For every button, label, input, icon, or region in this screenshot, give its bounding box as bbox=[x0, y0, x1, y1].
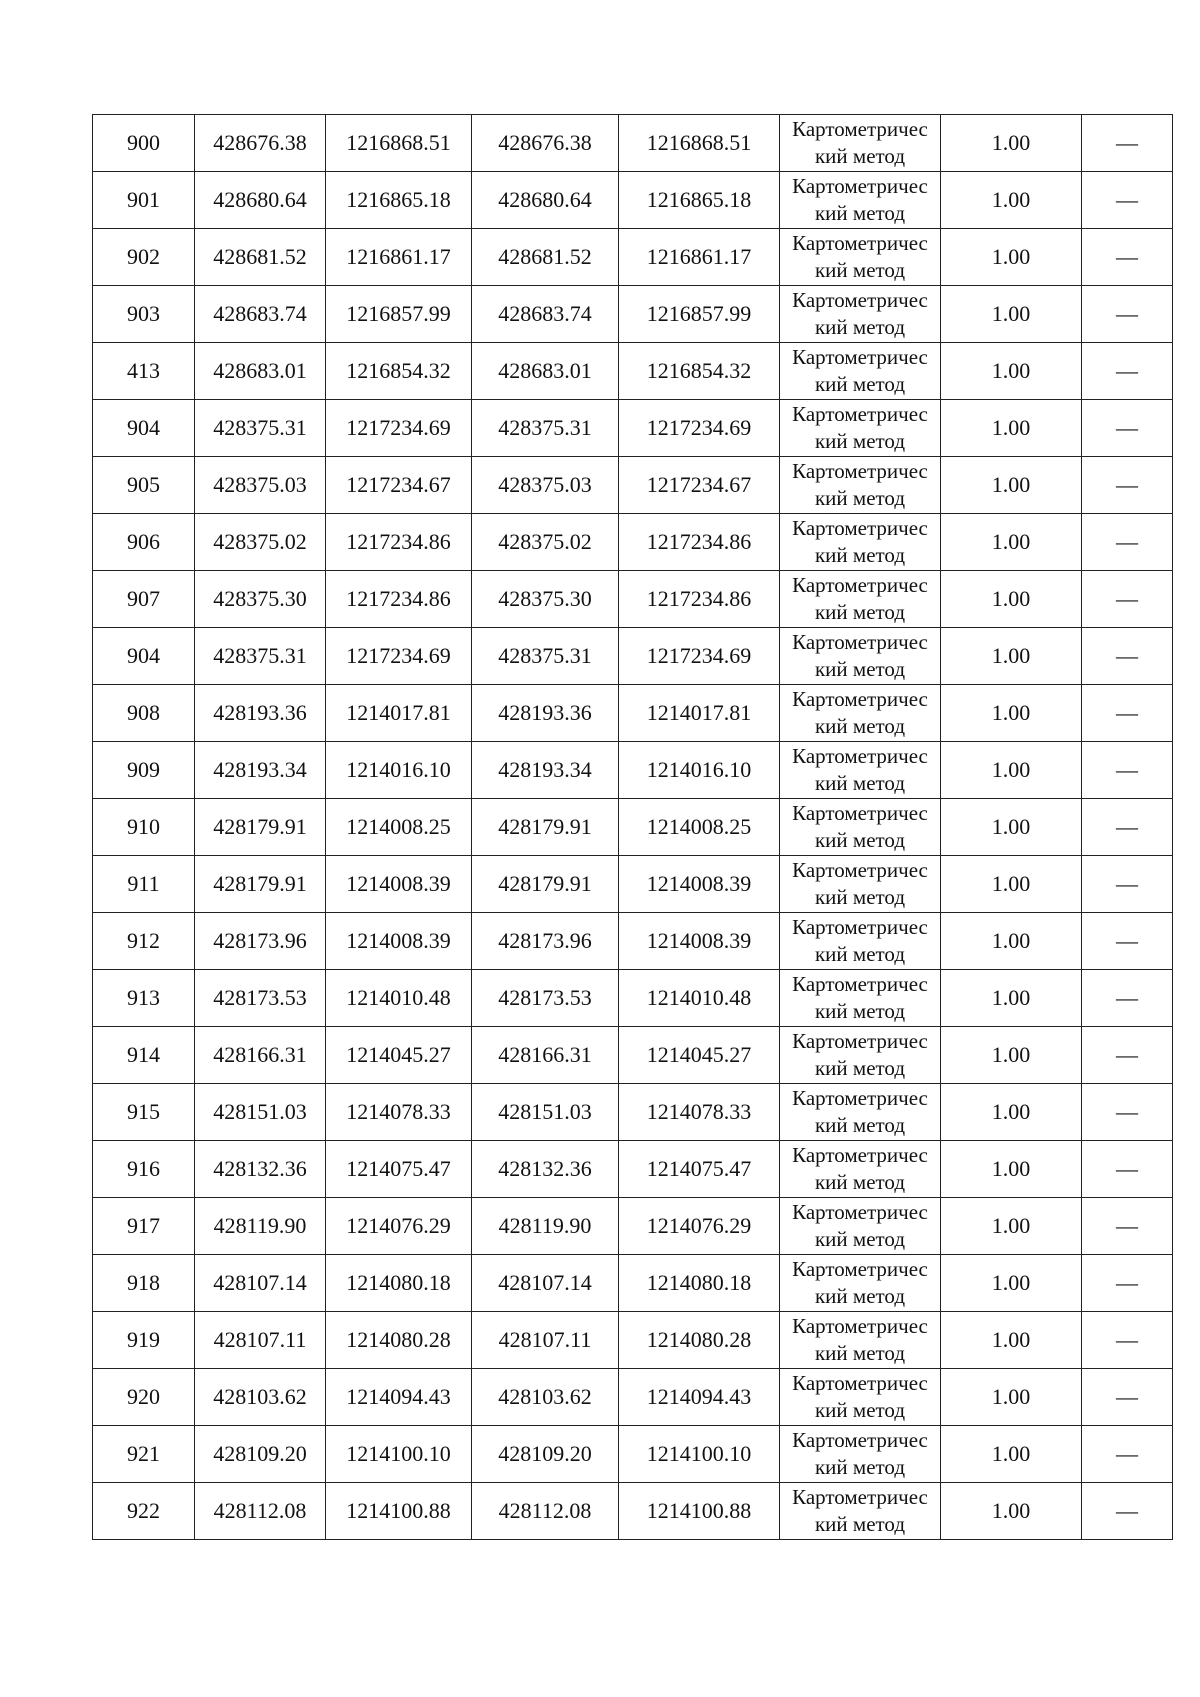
method-cell: Картометрический метод bbox=[780, 1027, 941, 1084]
point-number-cell: 413 bbox=[93, 343, 195, 400]
x-existing-cell: 428375.30 bbox=[195, 571, 326, 628]
note-cell: — bbox=[1082, 286, 1173, 343]
point-number-cell: 920 bbox=[93, 1369, 195, 1426]
accuracy-cell: 1.00 bbox=[941, 1255, 1082, 1312]
accuracy-cell: 1.00 bbox=[941, 1426, 1082, 1483]
x-existing-cell: 428103.62 bbox=[195, 1369, 326, 1426]
x-existing-cell: 428676.38 bbox=[195, 115, 326, 172]
note-cell: — bbox=[1082, 1369, 1173, 1426]
note-cell: — bbox=[1082, 799, 1173, 856]
table-row bbox=[93, 1312, 1173, 1369]
accuracy-cell: 1.00 bbox=[941, 1369, 1082, 1426]
y-existing-cell: 1214010.48 bbox=[326, 970, 472, 1027]
accuracy-cell: 1.00 bbox=[941, 742, 1082, 799]
table-row bbox=[93, 856, 1173, 913]
table-row bbox=[93, 115, 1173, 172]
note-cell: — bbox=[1082, 229, 1173, 286]
y-existing-cell: 1214008.39 bbox=[326, 913, 472, 970]
method-cell: Картометрический метод bbox=[780, 1255, 941, 1312]
table-row bbox=[93, 1426, 1173, 1483]
y-existing-cell: 1214016.10 bbox=[326, 742, 472, 799]
table-row bbox=[93, 1084, 1173, 1141]
x-new-cell: 428193.34 bbox=[472, 742, 619, 799]
note-cell: — bbox=[1082, 115, 1173, 172]
y-new-cell: 1217234.69 bbox=[619, 400, 780, 457]
x-existing-cell: 428680.64 bbox=[195, 172, 326, 229]
point-number-cell: 922 bbox=[93, 1483, 195, 1540]
accuracy-cell: 1.00 bbox=[941, 1198, 1082, 1255]
x-new-cell: 428375.31 bbox=[472, 628, 619, 685]
table-row bbox=[93, 742, 1173, 799]
accuracy-cell: 1.00 bbox=[941, 1141, 1082, 1198]
method-cell: Картометрический метод bbox=[780, 856, 941, 913]
y-new-cell: 1217234.67 bbox=[619, 457, 780, 514]
note-cell: — bbox=[1082, 742, 1173, 799]
x-new-cell: 428179.91 bbox=[472, 799, 619, 856]
x-new-cell: 428173.96 bbox=[472, 913, 619, 970]
y-existing-cell: 1216861.17 bbox=[326, 229, 472, 286]
table-row bbox=[93, 1198, 1173, 1255]
point-number-cell: 903 bbox=[93, 286, 195, 343]
point-number-cell: 911 bbox=[93, 856, 195, 913]
accuracy-cell: 1.00 bbox=[941, 1312, 1082, 1369]
accuracy-cell: 1.00 bbox=[941, 856, 1082, 913]
y-existing-cell: 1216854.32 bbox=[326, 343, 472, 400]
accuracy-cell: 1.00 bbox=[941, 172, 1082, 229]
note-cell: — bbox=[1082, 970, 1173, 1027]
method-cell: Картометрический метод bbox=[780, 1084, 941, 1141]
accuracy-cell: 1.00 bbox=[941, 1027, 1082, 1084]
x-new-cell: 428107.11 bbox=[472, 1312, 619, 1369]
coordinates-table bbox=[92, 114, 1173, 1540]
method-cell: Картометрический метод bbox=[780, 685, 941, 742]
table-row bbox=[93, 685, 1173, 742]
x-existing-cell: 428151.03 bbox=[195, 1084, 326, 1141]
y-new-cell: 1216868.51 bbox=[619, 115, 780, 172]
x-new-cell: 428112.08 bbox=[472, 1483, 619, 1540]
table-row bbox=[93, 799, 1173, 856]
x-new-cell: 428166.31 bbox=[472, 1027, 619, 1084]
x-new-cell: 428119.90 bbox=[472, 1198, 619, 1255]
table-row bbox=[93, 1483, 1173, 1540]
accuracy-cell: 1.00 bbox=[941, 229, 1082, 286]
y-existing-cell: 1214076.29 bbox=[326, 1198, 472, 1255]
y-new-cell: 1214100.10 bbox=[619, 1426, 780, 1483]
x-new-cell: 428375.02 bbox=[472, 514, 619, 571]
point-number-cell: 919 bbox=[93, 1312, 195, 1369]
note-cell: — bbox=[1082, 1426, 1173, 1483]
method-cell: Картометрический метод bbox=[780, 286, 941, 343]
y-existing-cell: 1214080.18 bbox=[326, 1255, 472, 1312]
table-body bbox=[93, 115, 1173, 1540]
point-number-cell: 902 bbox=[93, 229, 195, 286]
x-new-cell: 428173.53 bbox=[472, 970, 619, 1027]
y-new-cell: 1214075.47 bbox=[619, 1141, 780, 1198]
note-cell: — bbox=[1082, 514, 1173, 571]
y-new-cell: 1214008.39 bbox=[619, 913, 780, 970]
method-cell: Картометрический метод bbox=[780, 1198, 941, 1255]
accuracy-cell: 1.00 bbox=[941, 514, 1082, 571]
method-cell: Картометрический метод bbox=[780, 172, 941, 229]
y-new-cell: 1216865.18 bbox=[619, 172, 780, 229]
point-number-cell: 909 bbox=[93, 742, 195, 799]
method-cell: Картометрический метод bbox=[780, 970, 941, 1027]
y-new-cell: 1214017.81 bbox=[619, 685, 780, 742]
x-existing-cell: 428107.11 bbox=[195, 1312, 326, 1369]
y-existing-cell: 1217234.67 bbox=[326, 457, 472, 514]
x-existing-cell: 428132.36 bbox=[195, 1141, 326, 1198]
x-existing-cell: 428173.53 bbox=[195, 970, 326, 1027]
y-existing-cell: 1216857.99 bbox=[326, 286, 472, 343]
y-new-cell: 1216861.17 bbox=[619, 229, 780, 286]
y-existing-cell: 1214094.43 bbox=[326, 1369, 472, 1426]
x-new-cell: 428179.91 bbox=[472, 856, 619, 913]
x-new-cell: 428375.03 bbox=[472, 457, 619, 514]
point-number-cell: 914 bbox=[93, 1027, 195, 1084]
y-new-cell: 1214094.43 bbox=[619, 1369, 780, 1426]
table-row bbox=[93, 1255, 1173, 1312]
y-new-cell: 1214076.29 bbox=[619, 1198, 780, 1255]
table-row bbox=[93, 571, 1173, 628]
point-number-cell: 908 bbox=[93, 685, 195, 742]
x-new-cell: 428683.74 bbox=[472, 286, 619, 343]
point-number-cell: 907 bbox=[93, 571, 195, 628]
x-existing-cell: 428107.14 bbox=[195, 1255, 326, 1312]
table-row bbox=[93, 628, 1173, 685]
table-row bbox=[93, 286, 1173, 343]
y-existing-cell: 1216868.51 bbox=[326, 115, 472, 172]
y-existing-cell: 1217234.86 bbox=[326, 571, 472, 628]
note-cell: — bbox=[1082, 1483, 1173, 1540]
method-cell: Картометрический метод bbox=[780, 1426, 941, 1483]
table-row bbox=[93, 229, 1173, 286]
y-new-cell: 1214045.27 bbox=[619, 1027, 780, 1084]
note-cell: — bbox=[1082, 571, 1173, 628]
x-existing-cell: 428683.74 bbox=[195, 286, 326, 343]
table-row bbox=[93, 172, 1173, 229]
x-existing-cell: 428166.31 bbox=[195, 1027, 326, 1084]
accuracy-cell: 1.00 bbox=[941, 628, 1082, 685]
x-existing-cell: 428683.01 bbox=[195, 343, 326, 400]
table-row bbox=[93, 1027, 1173, 1084]
y-existing-cell: 1214008.25 bbox=[326, 799, 472, 856]
point-number-cell: 918 bbox=[93, 1255, 195, 1312]
y-existing-cell: 1214008.39 bbox=[326, 856, 472, 913]
x-new-cell: 428193.36 bbox=[472, 685, 619, 742]
point-number-cell: 900 bbox=[93, 115, 195, 172]
y-existing-cell: 1217234.86 bbox=[326, 514, 472, 571]
method-cell: Картометрический метод bbox=[780, 115, 941, 172]
table-row bbox=[93, 400, 1173, 457]
method-cell: Картометрический метод bbox=[780, 1369, 941, 1426]
x-new-cell: 428103.62 bbox=[472, 1369, 619, 1426]
y-new-cell: 1217234.86 bbox=[619, 514, 780, 571]
x-new-cell: 428132.36 bbox=[472, 1141, 619, 1198]
x-existing-cell: 428179.91 bbox=[195, 856, 326, 913]
x-new-cell: 428676.38 bbox=[472, 115, 619, 172]
x-existing-cell: 428681.52 bbox=[195, 229, 326, 286]
accuracy-cell: 1.00 bbox=[941, 1483, 1082, 1540]
note-cell: — bbox=[1082, 343, 1173, 400]
point-number-cell: 901 bbox=[93, 172, 195, 229]
table-row bbox=[93, 514, 1173, 571]
table-row bbox=[93, 1141, 1173, 1198]
y-existing-cell: 1214075.47 bbox=[326, 1141, 472, 1198]
accuracy-cell: 1.00 bbox=[941, 685, 1082, 742]
y-existing-cell: 1217234.69 bbox=[326, 628, 472, 685]
x-existing-cell: 428109.20 bbox=[195, 1426, 326, 1483]
note-cell: — bbox=[1082, 913, 1173, 970]
accuracy-cell: 1.00 bbox=[941, 970, 1082, 1027]
y-new-cell: 1217234.86 bbox=[619, 571, 780, 628]
note-cell: — bbox=[1082, 172, 1173, 229]
point-number-cell: 906 bbox=[93, 514, 195, 571]
method-cell: Картометрический метод bbox=[780, 457, 941, 514]
point-number-cell: 912 bbox=[93, 913, 195, 970]
y-new-cell: 1214078.33 bbox=[619, 1084, 780, 1141]
y-existing-cell: 1214045.27 bbox=[326, 1027, 472, 1084]
y-new-cell: 1214100.88 bbox=[619, 1483, 780, 1540]
y-existing-cell: 1214017.81 bbox=[326, 685, 472, 742]
x-existing-cell: 428119.90 bbox=[195, 1198, 326, 1255]
y-new-cell: 1216857.99 bbox=[619, 286, 780, 343]
table-row bbox=[93, 343, 1173, 400]
accuracy-cell: 1.00 bbox=[941, 799, 1082, 856]
method-cell: Картометрический метод bbox=[780, 400, 941, 457]
x-new-cell: 428151.03 bbox=[472, 1084, 619, 1141]
accuracy-cell: 1.00 bbox=[941, 457, 1082, 514]
x-new-cell: 428683.01 bbox=[472, 343, 619, 400]
accuracy-cell: 1.00 bbox=[941, 913, 1082, 970]
y-new-cell: 1214008.25 bbox=[619, 799, 780, 856]
x-existing-cell: 428193.36 bbox=[195, 685, 326, 742]
point-number-cell: 915 bbox=[93, 1084, 195, 1141]
note-cell: — bbox=[1082, 1198, 1173, 1255]
table-row bbox=[93, 1369, 1173, 1426]
x-new-cell: 428107.14 bbox=[472, 1255, 619, 1312]
y-new-cell: 1214080.18 bbox=[619, 1255, 780, 1312]
x-existing-cell: 428179.91 bbox=[195, 799, 326, 856]
point-number-cell: 904 bbox=[93, 628, 195, 685]
note-cell: — bbox=[1082, 685, 1173, 742]
x-new-cell: 428680.64 bbox=[472, 172, 619, 229]
method-cell: Картометрический метод bbox=[780, 799, 941, 856]
x-existing-cell: 428112.08 bbox=[195, 1483, 326, 1540]
method-cell: Картометрический метод bbox=[780, 343, 941, 400]
y-new-cell: 1216854.32 bbox=[619, 343, 780, 400]
note-cell: — bbox=[1082, 1027, 1173, 1084]
note-cell: — bbox=[1082, 1255, 1173, 1312]
y-existing-cell: 1216865.18 bbox=[326, 172, 472, 229]
method-cell: Картометрический метод bbox=[780, 571, 941, 628]
y-new-cell: 1214008.39 bbox=[619, 856, 780, 913]
x-new-cell: 428109.20 bbox=[472, 1426, 619, 1483]
x-existing-cell: 428375.03 bbox=[195, 457, 326, 514]
point-number-cell: 917 bbox=[93, 1198, 195, 1255]
y-existing-cell: 1214078.33 bbox=[326, 1084, 472, 1141]
y-existing-cell: 1214100.88 bbox=[326, 1483, 472, 1540]
x-existing-cell: 428193.34 bbox=[195, 742, 326, 799]
accuracy-cell: 1.00 bbox=[941, 286, 1082, 343]
method-cell: Картометрический метод bbox=[780, 913, 941, 970]
point-number-cell: 921 bbox=[93, 1426, 195, 1483]
accuracy-cell: 1.00 bbox=[941, 571, 1082, 628]
x-new-cell: 428375.31 bbox=[472, 400, 619, 457]
point-number-cell: 910 bbox=[93, 799, 195, 856]
method-cell: Картометрический метод bbox=[780, 1141, 941, 1198]
note-cell: — bbox=[1082, 400, 1173, 457]
point-number-cell: 916 bbox=[93, 1141, 195, 1198]
y-new-cell: 1214080.28 bbox=[619, 1312, 780, 1369]
accuracy-cell: 1.00 bbox=[941, 115, 1082, 172]
table-row bbox=[93, 457, 1173, 514]
method-cell: Картометрический метод bbox=[780, 1483, 941, 1540]
table-row bbox=[93, 913, 1173, 970]
note-cell: — bbox=[1082, 457, 1173, 514]
method-cell: Картометрический метод bbox=[780, 628, 941, 685]
note-cell: — bbox=[1082, 1141, 1173, 1198]
y-existing-cell: 1214080.28 bbox=[326, 1312, 472, 1369]
point-number-cell: 913 bbox=[93, 970, 195, 1027]
x-existing-cell: 428173.96 bbox=[195, 913, 326, 970]
x-existing-cell: 428375.31 bbox=[195, 628, 326, 685]
method-cell: Картометрический метод bbox=[780, 229, 941, 286]
y-new-cell: 1214010.48 bbox=[619, 970, 780, 1027]
note-cell: — bbox=[1082, 1312, 1173, 1369]
note-cell: — bbox=[1082, 856, 1173, 913]
y-new-cell: 1217234.69 bbox=[619, 628, 780, 685]
y-existing-cell: 1214100.10 bbox=[326, 1426, 472, 1483]
y-new-cell: 1214016.10 bbox=[619, 742, 780, 799]
y-existing-cell: 1217234.69 bbox=[326, 400, 472, 457]
accuracy-cell: 1.00 bbox=[941, 400, 1082, 457]
method-cell: Картометрический метод bbox=[780, 742, 941, 799]
method-cell: Картометрический метод bbox=[780, 514, 941, 571]
x-new-cell: 428375.30 bbox=[472, 571, 619, 628]
x-new-cell: 428681.52 bbox=[472, 229, 619, 286]
x-existing-cell: 428375.31 bbox=[195, 400, 326, 457]
method-cell: Картометрический метод bbox=[780, 1312, 941, 1369]
point-number-cell: 904 bbox=[93, 400, 195, 457]
accuracy-cell: 1.00 bbox=[941, 1084, 1082, 1141]
note-cell: — bbox=[1082, 1084, 1173, 1141]
x-existing-cell: 428375.02 bbox=[195, 514, 326, 571]
accuracy-cell: 1.00 bbox=[941, 343, 1082, 400]
point-number-cell: 905 bbox=[93, 457, 195, 514]
note-cell: — bbox=[1082, 628, 1173, 685]
table-row bbox=[93, 970, 1173, 1027]
